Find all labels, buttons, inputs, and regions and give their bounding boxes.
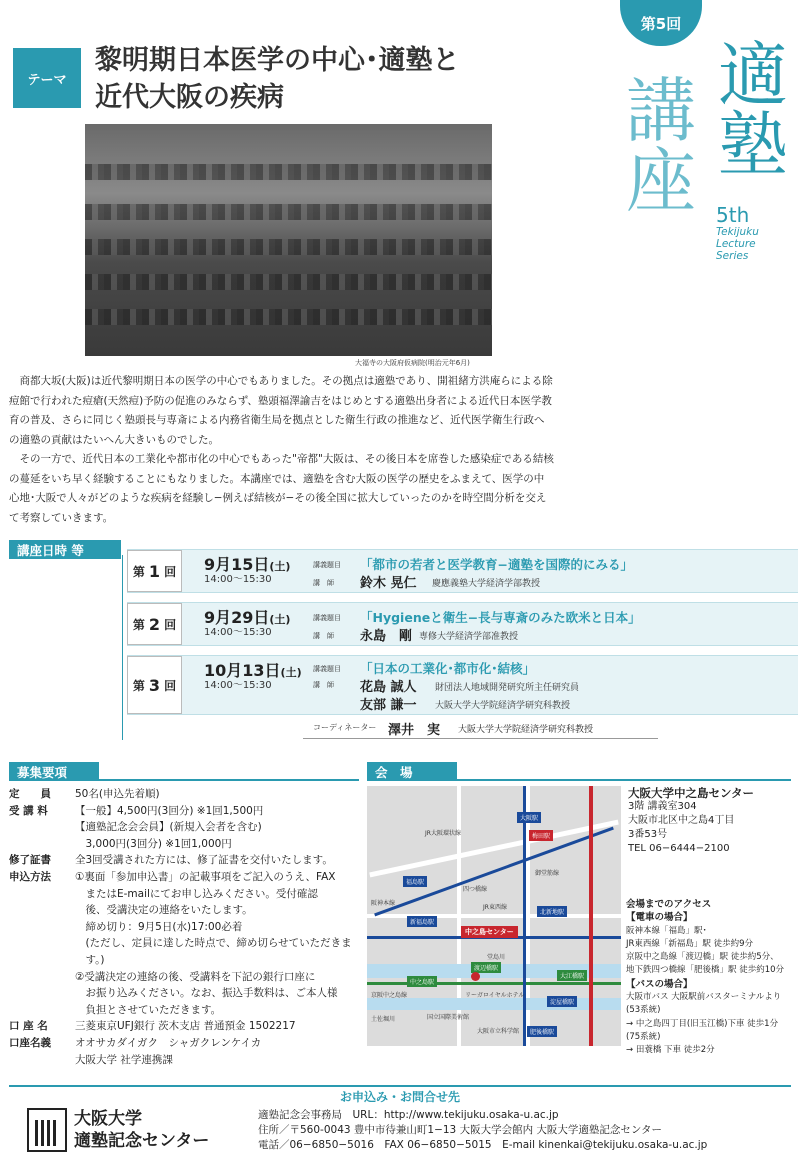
venue-heading: 会 場	[367, 762, 457, 781]
lecture-date: 9月29日(土)	[204, 608, 291, 627]
recruit-heading: 募集要項	[9, 762, 99, 781]
map-station-nakanoshima: 中之島駅	[407, 976, 437, 987]
lecture-date: 9月15日(土)	[204, 555, 291, 574]
lecturer-affiliation: 慶應義塾大学経済学部教授	[432, 579, 541, 589]
lecture-title: 「Hygieneと衛生−長与専斎のみた欧米と日本」	[360, 610, 641, 625]
lecturer-name: 鈴木 晃仁	[360, 576, 417, 591]
series-label: Tekijuku Lecture Series	[716, 226, 759, 262]
brand-kanji-tekijuku: 適塾	[718, 34, 788, 186]
venue-info: 大阪大学中之島センター 3階 講義室304 大阪市北区中之島4丁目 3番53号 TEL 06−6444−2100	[628, 786, 798, 856]
title-line-1: 黎明期日本医学の中心･適塾と	[95, 45, 460, 76]
map-venue-label: 中之島センター	[461, 926, 518, 938]
lecturer-name-2: 友部 謙一	[360, 698, 417, 713]
lecturer-affiliation-2: 大阪大学大学院経済学研究科教授	[435, 701, 571, 711]
photo-caption: 大福寺の大阪府仮病院(明治元年6月)	[355, 359, 470, 367]
coordinator-name: 澤井 実	[388, 723, 441, 738]
map-station-shinfukushima: 新福島駅	[407, 916, 437, 927]
lecture-time: 14:00〜15:30	[204, 680, 272, 691]
contact-phone-email[interactable]: 電話／06−6850−5016 FAX 06−6850−5015 E-mail kinenkai@tekijuku.osaka-u.ac.jp	[258, 1139, 708, 1151]
access-info: 会場までのアクセス 【電車の場合】 阪神本線「福島」駅･ JR東西線「新福島」駅 徒歩約9分 京阪中之島線「渡辺橋」駅 徒歩約5分、 地下鉄四つ橋線「肥後橋」駅 徒歩約10分 【バスの場合】 大阪市バス 大阪駅前バスターミナルより (53系統) → 中之島四丁目(旧玉江橋)下車 徒歩1分 (75系統) → 田蓑橋 下車 徒歩2分	[626, 899, 785, 1056]
schedule-heading: 講座日時 等	[9, 540, 121, 559]
theme-tag: テーマ	[13, 48, 81, 108]
intro-text	[9, 372, 554, 528]
lecture-number: 第 2 回	[127, 603, 182, 645]
contact-info	[258, 1108, 707, 1153]
fifth-label: 5th	[716, 203, 750, 227]
lecture-time: 14:00〜15:30	[204, 627, 272, 638]
contact-url[interactable]: 適塾記念会事務局 URL：http://www.tekijuku.osaka-u.ac.jp	[258, 1109, 559, 1121]
lecture-title: 「日本の工業化･都市化･結核」	[360, 661, 536, 676]
map-station-umeda: 梅田駅	[529, 830, 553, 841]
org-name: 大阪大学 適塾記念センター	[74, 1109, 210, 1151]
recruit-details: 定 員 50名(申込先着順) 受 講 料 【一般】4,500円(3回分) ※1回1,500円 【適塾記念会会員】(新規入会者を含む) 3,000円(3回分) ※1回1,000円 修了証書 全3回受講された方には、修了証書を交付いたします。 申込方法 ①裏面「参加申込書」の記載事項をご記入のうえ、FAX またはE-mailにてお申し込みください。受付確認 後、受講決定の連絡をいたします。 締め切り：9月5日(水)17:00必着 (ただし、定員に達した時点で、締め切らせていただきます。) ②受講決定の連絡の後、受講料を下記の銀行口座に お振り込みください。なお、振込手数料は、ご本人様 負担とさせていただきます。 口 座 名 三菱東京UFJ銀行 茨木支店 普通預金 1502217 口座名義 オオサカダイガク シャガクレンケイカ 大阪大学 社学連携課	[9, 788, 352, 1066]
lecture-3: 第 3 回 10月13日(土) 14:00〜15:30 講義題目 講 師 「日本の工業化･都市化･結核」 花島 誠人 財団法人地域開発研究所主任研究員 友部 謙一 大阪大学大学院経済学研究科教授	[127, 655, 798, 715]
map-station-yodoyabashi: 淀屋橋駅	[547, 996, 577, 1007]
lecture-time: 14:00〜15:30	[204, 574, 272, 585]
map-station-oebashi: 大江橋駅	[557, 970, 587, 981]
lecture-number: 第 3 回	[127, 656, 182, 714]
map-station-osaka: 大阪駅	[517, 812, 541, 823]
lecture-title: 「都市の若者と医学教育−適塾を国際的にみる」	[360, 557, 633, 572]
venue-marker-icon	[471, 972, 480, 981]
lecture-date: 10月13日(土)	[204, 661, 302, 680]
historical-photo	[85, 124, 492, 356]
lecturer-affiliation: 財団法人地域開発研究所主任研究員	[435, 683, 580, 693]
venue-map: 大阪駅 梅田駅 北新地駅 福島駅 新福島駅 中之島駅 渡辺橋駅 大江橋駅 淀屋橋駅 肥後橋駅 中之島センター JR大阪環状線 阪神本線 JR東西線 京阪中之島線 土佐堀川 堂島川 リーガロイヤルホテル 国立国際美術館 大阪市立科学館 御堂筋線 四つ橋線	[367, 786, 621, 1046]
lecture-2: 第 2 回 9月29日(土) 14:00〜15:30 講義題目 講 師 「Hygieneと衛生−長与専斎のみた欧米と日本」 永島 剛 専修大学経済学部准教授	[127, 602, 798, 646]
lecture-1: 第 1 回 9月15日(土) 14:00〜15:30 講義題目 講 師 「都市の若者と医学教育−適塾を国際的にみる」 鈴木 晃仁 慶應義塾大学経済学部教授	[127, 549, 798, 593]
session-badge: 第5回	[620, 0, 702, 46]
lecture-number: 第 1 回	[127, 550, 182, 592]
contact-address: 住所／〒560-0043 豊中市待兼山町1−13 大阪大学会館内 大阪大学適塾記念センター	[258, 1124, 662, 1136]
intro-paragraph-2: その一方で、近代日本の工業化や都市化の中心でもあった"帝都"大阪は、その後日本を席巻した感染症である結核の蔓延をいち早く経験することにもなりました。本講座では、適塾を含む大阪の医学の歴史をふまえて、医学の中心地･大阪で人々がどのような疾病を経験し−例えば結核が−その後全国に拡大していったのかを時空間分析を交えて考察していきます。	[9, 453, 554, 524]
lecturer-name: 花島 誠人	[360, 680, 417, 695]
contact-heading: お申込み・お問合せ先	[339, 1090, 460, 1104]
intro-paragraph-1: 商都大坂(大阪)は近代黎明期日本の医学の中心でもありました。その拠点は適塾であり、開祖緒方洪庵らによる除痘館で行われた痘瘡(天然痘)予防の促進のみならず、塾頭福澤諭吉をはじめとする適塾出身者による近代日本医学教育の普及、さらに同じく塾頭長与専斎による内務省衛生局を拠点とした衛生行政の推進など、近代医学衛生行政への適塾の貢献はたいへん大きいものでした。	[9, 375, 553, 446]
center-logo-icon	[27, 1108, 67, 1152]
map-station-higobashi: 肥後橋駅	[527, 1026, 557, 1037]
coordinator-affiliation: 大阪大学大学院経済学研究科教授	[458, 725, 594, 735]
lecturer-affiliation: 専修大学経済学部准教授	[419, 632, 519, 642]
coordinator-label: コーディネーター	[313, 723, 377, 732]
map-station-fukushima: 福島駅	[403, 876, 427, 887]
map-station-watanabebashi: 渡辺橋駅	[471, 962, 501, 973]
lecturer-name: 永島 剛	[360, 629, 413, 644]
page-title	[95, 42, 460, 116]
map-station-kitashinchi: 北新地駅	[537, 906, 567, 917]
brand-kanji-kouza: 講座	[626, 70, 696, 222]
venue-name: 大阪大学中之島センター	[628, 786, 755, 800]
title-line-2: 近代大阪の疾病	[95, 82, 284, 113]
